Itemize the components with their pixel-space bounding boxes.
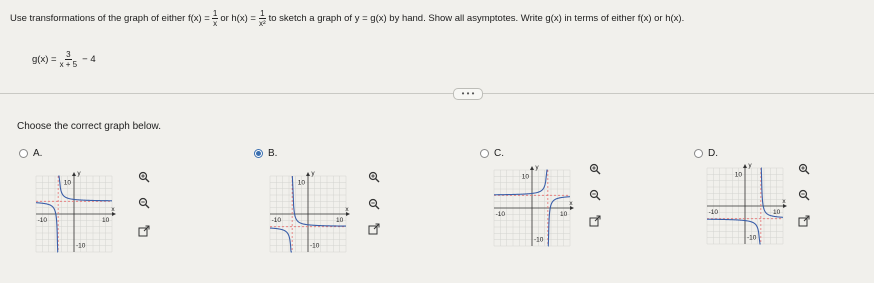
x-tick-pos-label: 10 — [336, 217, 344, 224]
graph-a — [34, 170, 114, 256]
x-axis-label: x — [111, 206, 115, 213]
graph-c — [492, 164, 572, 250]
g-constant: − 4 — [82, 54, 96, 65]
option-c[interactable] — [480, 148, 504, 159]
g-denominator: x + 5 — [59, 60, 78, 69]
x-tick-neg-label: -10 — [708, 209, 719, 216]
magnifier-handle — [597, 171, 600, 174]
x-tick-neg-label: -10 — [495, 211, 506, 218]
y-arrow — [306, 172, 310, 176]
magnifier-handle — [806, 171, 809, 174]
f-numerator: 1 — [212, 9, 218, 18]
question-part3: to sketch a graph of y = g(x) by hand. Show all asymptotes. Write g(x) in terms of either f(x) or h(x). — [268, 13, 685, 24]
curve-branch — [270, 228, 292, 252]
h-fraction — [258, 9, 267, 28]
x-axis-label: x — [782, 198, 786, 205]
question-part1: Use transformations of the graph of either f(x) = — [10, 13, 210, 24]
x-axis-label: x — [345, 206, 349, 213]
zoom-out-icon[interactable] — [797, 188, 811, 202]
f-denominator: x — [213, 19, 218, 28]
h-numerator: 1 — [260, 9, 265, 18]
zoom-out-icon[interactable] — [588, 188, 602, 202]
magnifier-handle — [376, 179, 379, 182]
y-arrow — [743, 164, 747, 168]
g-fraction — [59, 50, 79, 69]
zoom-out-icon[interactable] — [367, 197, 381, 211]
option-a-label: A. — [33, 148, 43, 159]
zoom-in-icon[interactable] — [797, 162, 811, 176]
y-tick-neg-label: -10 — [310, 242, 320, 250]
option-b-radio[interactable] — [254, 149, 263, 158]
option-c-radio[interactable] — [480, 149, 489, 158]
y-tick-label: 10 — [63, 179, 71, 187]
y-tick-neg-label: -10 — [76, 242, 86, 250]
g-lhs: g(x) = — [32, 54, 57, 65]
function-definition — [32, 50, 96, 69]
question-part2: or h(x) = — [220, 13, 256, 24]
magnifier-handle — [146, 205, 149, 208]
y-arrow — [530, 166, 534, 170]
magnifier-handle — [806, 197, 809, 200]
expand-icon[interactable] — [137, 224, 151, 238]
expand-icon[interactable] — [588, 214, 602, 228]
x-tick-neg-label: -10 — [37, 217, 48, 224]
y-tick-label: 10 — [734, 171, 742, 179]
option-a[interactable] — [19, 148, 42, 159]
zoom-in-icon[interactable] — [367, 170, 381, 184]
choose-prompt: Choose the correct graph below. — [17, 121, 161, 132]
x-tick-pos-label: 10 — [102, 217, 110, 224]
magnifier-handle — [597, 197, 600, 200]
x-tick-pos-label: 10 — [773, 209, 781, 216]
y-arrow — [72, 172, 76, 176]
expand-icon[interactable] — [367, 222, 381, 236]
more-button[interactable]: • • • — [453, 88, 483, 100]
curve-branch — [36, 203, 58, 252]
option-c-label: C. — [494, 148, 504, 159]
g-numerator: 3 — [66, 50, 71, 59]
option-d-label: D. — [708, 148, 718, 159]
divider — [0, 93, 874, 94]
zoom-out-icon[interactable] — [137, 196, 151, 210]
x-tick-pos-label: 10 — [560, 211, 568, 218]
magnifier-handle — [146, 179, 149, 182]
option-a-radio[interactable] — [19, 149, 28, 158]
question-text — [10, 9, 684, 28]
f-fraction — [212, 9, 218, 28]
y-axis-label: y — [311, 170, 315, 177]
expand-icon[interactable] — [797, 214, 811, 228]
y-axis-label: y — [748, 162, 752, 169]
option-b[interactable] — [254, 148, 277, 159]
y-axis-label: y — [535, 164, 539, 171]
y-tick-neg-label: -10 — [534, 236, 544, 244]
zoom-in-icon[interactable] — [137, 170, 151, 184]
option-d[interactable] — [694, 148, 718, 159]
y-tick-label: 10 — [521, 173, 529, 181]
option-b-label: B. — [268, 148, 278, 159]
option-d-radio[interactable] — [694, 149, 703, 158]
x-tick-neg-label: -10 — [271, 217, 282, 224]
zoom-in-icon[interactable] — [588, 162, 602, 176]
h-denominator: x² — [258, 19, 266, 28]
graph-b — [268, 170, 348, 268]
y-tick-label: 10 — [297, 179, 305, 187]
y-tick-neg-label: -10 — [747, 234, 757, 242]
magnifier-handle — [376, 206, 379, 209]
graph-d — [705, 162, 785, 248]
y-axis-label: y — [77, 170, 81, 177]
curve-branch — [548, 197, 570, 246]
x-axis-label: x — [569, 200, 573, 207]
